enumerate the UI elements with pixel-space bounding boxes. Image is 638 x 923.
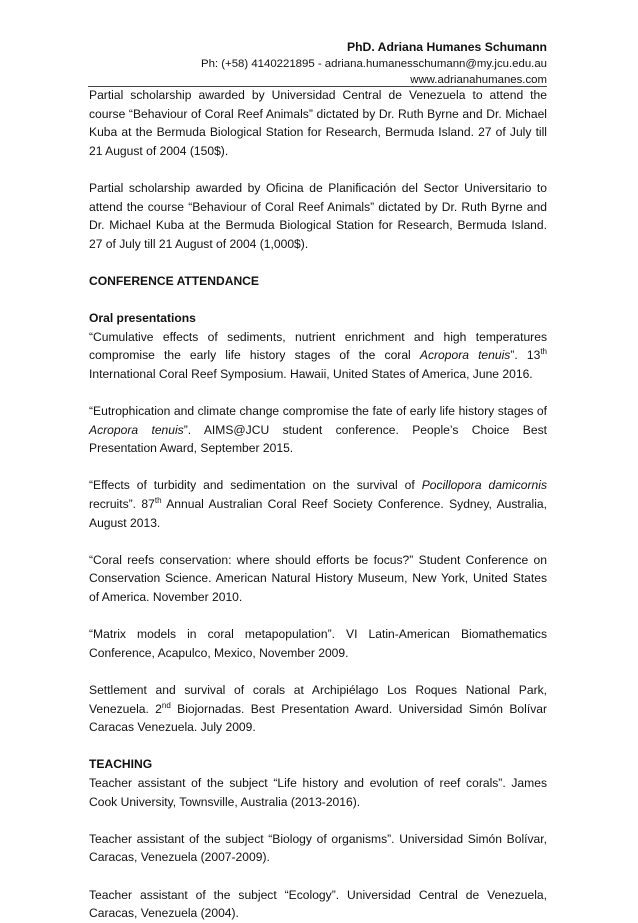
document-body [89,86,547,923]
teaching-item: Teacher assistant of the subject “Ecology”. Universidad Central de Venezuela, Caracas, Venezuela (2004). [89,887,547,921]
presentation-item: “Eutrophication and climate change compromise the fate of early life history stages of Acropora tenuis”. AIMS@JCU student conference. People’s Choice Best Presentation Award, September 2015. [89,404,547,456]
teaching-item: Teacher assistant of the subject “Life history and evolution of reef corals”. James Cook University, Townsville, Australia (2013-2016). [89,775,547,809]
presentation-item: “Matrix models in coral metapopulation”. VI Latin-American Biomathematics Conference, Acapulco, Mexico, November 2009. [89,627,547,660]
presentation-item: “Effects of turbidity and sedimentation on the survival of Pocillopora damicornis recruits”. 87th Annual Australian Coral Reef Society Conference. Sydney, Australia, August 2013. [89,478,548,530]
presentation-item: “Cumulative effects of sediments, nutrient enrichment and high temperatures compromise the early life history stages of the coral Acropora tenuis”. 13th International Coral Reef Symposium. Hawaii, United States of America, June 2016. [89,329,547,381]
presentation-item: “Coral reefs conservation: where should efforts be focus?” Student Conference on Conservation Science. American Natural History Museum, New York, United States of America. November 2010. [89,552,547,605]
page-header [201,38,547,88]
scholarship-item: Partial scholarship awarded by Oficina de Planificación del Sector Universitario to attend the course “Behaviour of Coral Reef Animals” dictated by Dr. Ruth Byrne and Dr. Michael Kuba at the Bermuda Biological Station for Research, Bermuda Island. 27 of July till 21 August of 2004 (1,000$). [89,180,547,251]
presentation-item: Settlement and survival of corals at Archipiélago Los Roques National Park, Venezuela. 2nd Biojornadas. Best Presentation Award. Universidad Simón Bolívar Caracas Venezuela. July 2009. [89,683,547,735]
contact-line: Ph: (+58) 4140221895 - adriana.humanesschumann@my.jcu.edu.au [200,58,547,70]
section-heading-teaching: TEACHING [89,757,153,772]
website-line: www.adrianahumanes.com [410,74,547,86]
teaching-item: Teacher assistant of the subject “Biology of organisms”. Universidad Simón Bolívar, Caracas, Venezuela (2007-2009). [89,831,547,865]
author-name: PhD. Adriana Humanes Schumann [346,40,547,54]
section-heading-conference: CONFERENCE ATTENDANCE [89,273,259,288]
subheading-oral-presentations: Oral presentations [89,311,196,326]
scholarship-item: Partial scholarship awarded by Universidad Central de Venezuela to attend the course “Behaviour of Coral Reef Animals” dictated by Dr. Ruth Byrne and Dr. Michael Kuba at the Bermuda Biological Station for Research, Bermuda Island. 27 of July till 21 August of 2004 (150$). [89,88,547,158]
